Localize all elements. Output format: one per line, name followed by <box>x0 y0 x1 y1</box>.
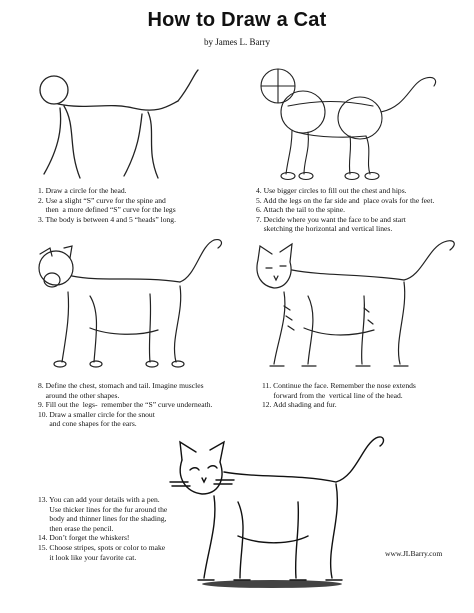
steps-13-15 <box>38 495 167 562</box>
sketch-step-8-10 <box>30 236 230 376</box>
step-text: 12. Add shading and fur. <box>262 400 337 410</box>
page-title: How to Draw a Cat <box>147 9 327 31</box>
step-text: 1. Draw a circle for the head. <box>38 186 127 195</box>
step-text: 10. Draw a smaller circle for the snout <box>38 409 155 419</box>
step-text: 4. Use bigger circles to fill out the chest and hips. <box>256 186 407 195</box>
step-text: 6. Attach the tail to the spine. <box>256 205 345 215</box>
sketch-step-1-3 <box>28 66 208 186</box>
step-text: sketching the horizontal and vertical lines. <box>256 224 393 234</box>
steps-11-12 <box>262 381 416 410</box>
step-text: body and thinner lines for the shading, <box>38 514 167 524</box>
step-text: forward from the vertical line of the head. <box>262 390 403 400</box>
step-text: around the other shapes. <box>38 390 120 400</box>
sketch-step-13-15 <box>168 432 388 592</box>
steps-4-7 <box>256 186 434 234</box>
steps-1-3 <box>38 186 176 224</box>
step-text: 9. Fill out the legs- remember the “S” curve underneath. <box>38 400 213 410</box>
sketch-step-4-7 <box>248 62 458 186</box>
step-text: 15. Choose stripes, spots or color to make <box>38 542 166 552</box>
step-text: 3. The body is between 4 and 5 “heads” long. <box>38 214 176 224</box>
step-text: 14. Don’t forget the whiskers! <box>38 533 130 543</box>
step-text: then erase the pencil. <box>38 523 114 533</box>
step-text: 7. Decide where you want the face to be and start <box>256 214 406 224</box>
step-text: 5. Add the legs on the far side and place ovals for the feet. <box>256 195 435 205</box>
steps-8-10 <box>38 381 212 429</box>
step-text: 13. You can add your details with a pen. <box>38 495 160 504</box>
step-text: 2. Use a slight “S” curve for the spine and <box>38 195 166 205</box>
sketch-step-11-12 <box>244 236 464 376</box>
step-text: it look like your favorite cat. <box>38 552 137 562</box>
step-text: and cone shapes for the ears. <box>38 419 137 429</box>
step-text: Use thicker lines for the fur around the <box>38 504 168 514</box>
website-url: www.JLBarry.com <box>385 549 443 558</box>
step-text: 11. Continue the face. Remember the nose extends <box>262 381 416 390</box>
step-text: then a more defined “S” curve for the legs <box>38 205 176 215</box>
step-text: 8. Define the chest, stomach and tail. Imagine muscles <box>38 381 204 390</box>
author-byline: by James L. Barry <box>204 37 270 47</box>
